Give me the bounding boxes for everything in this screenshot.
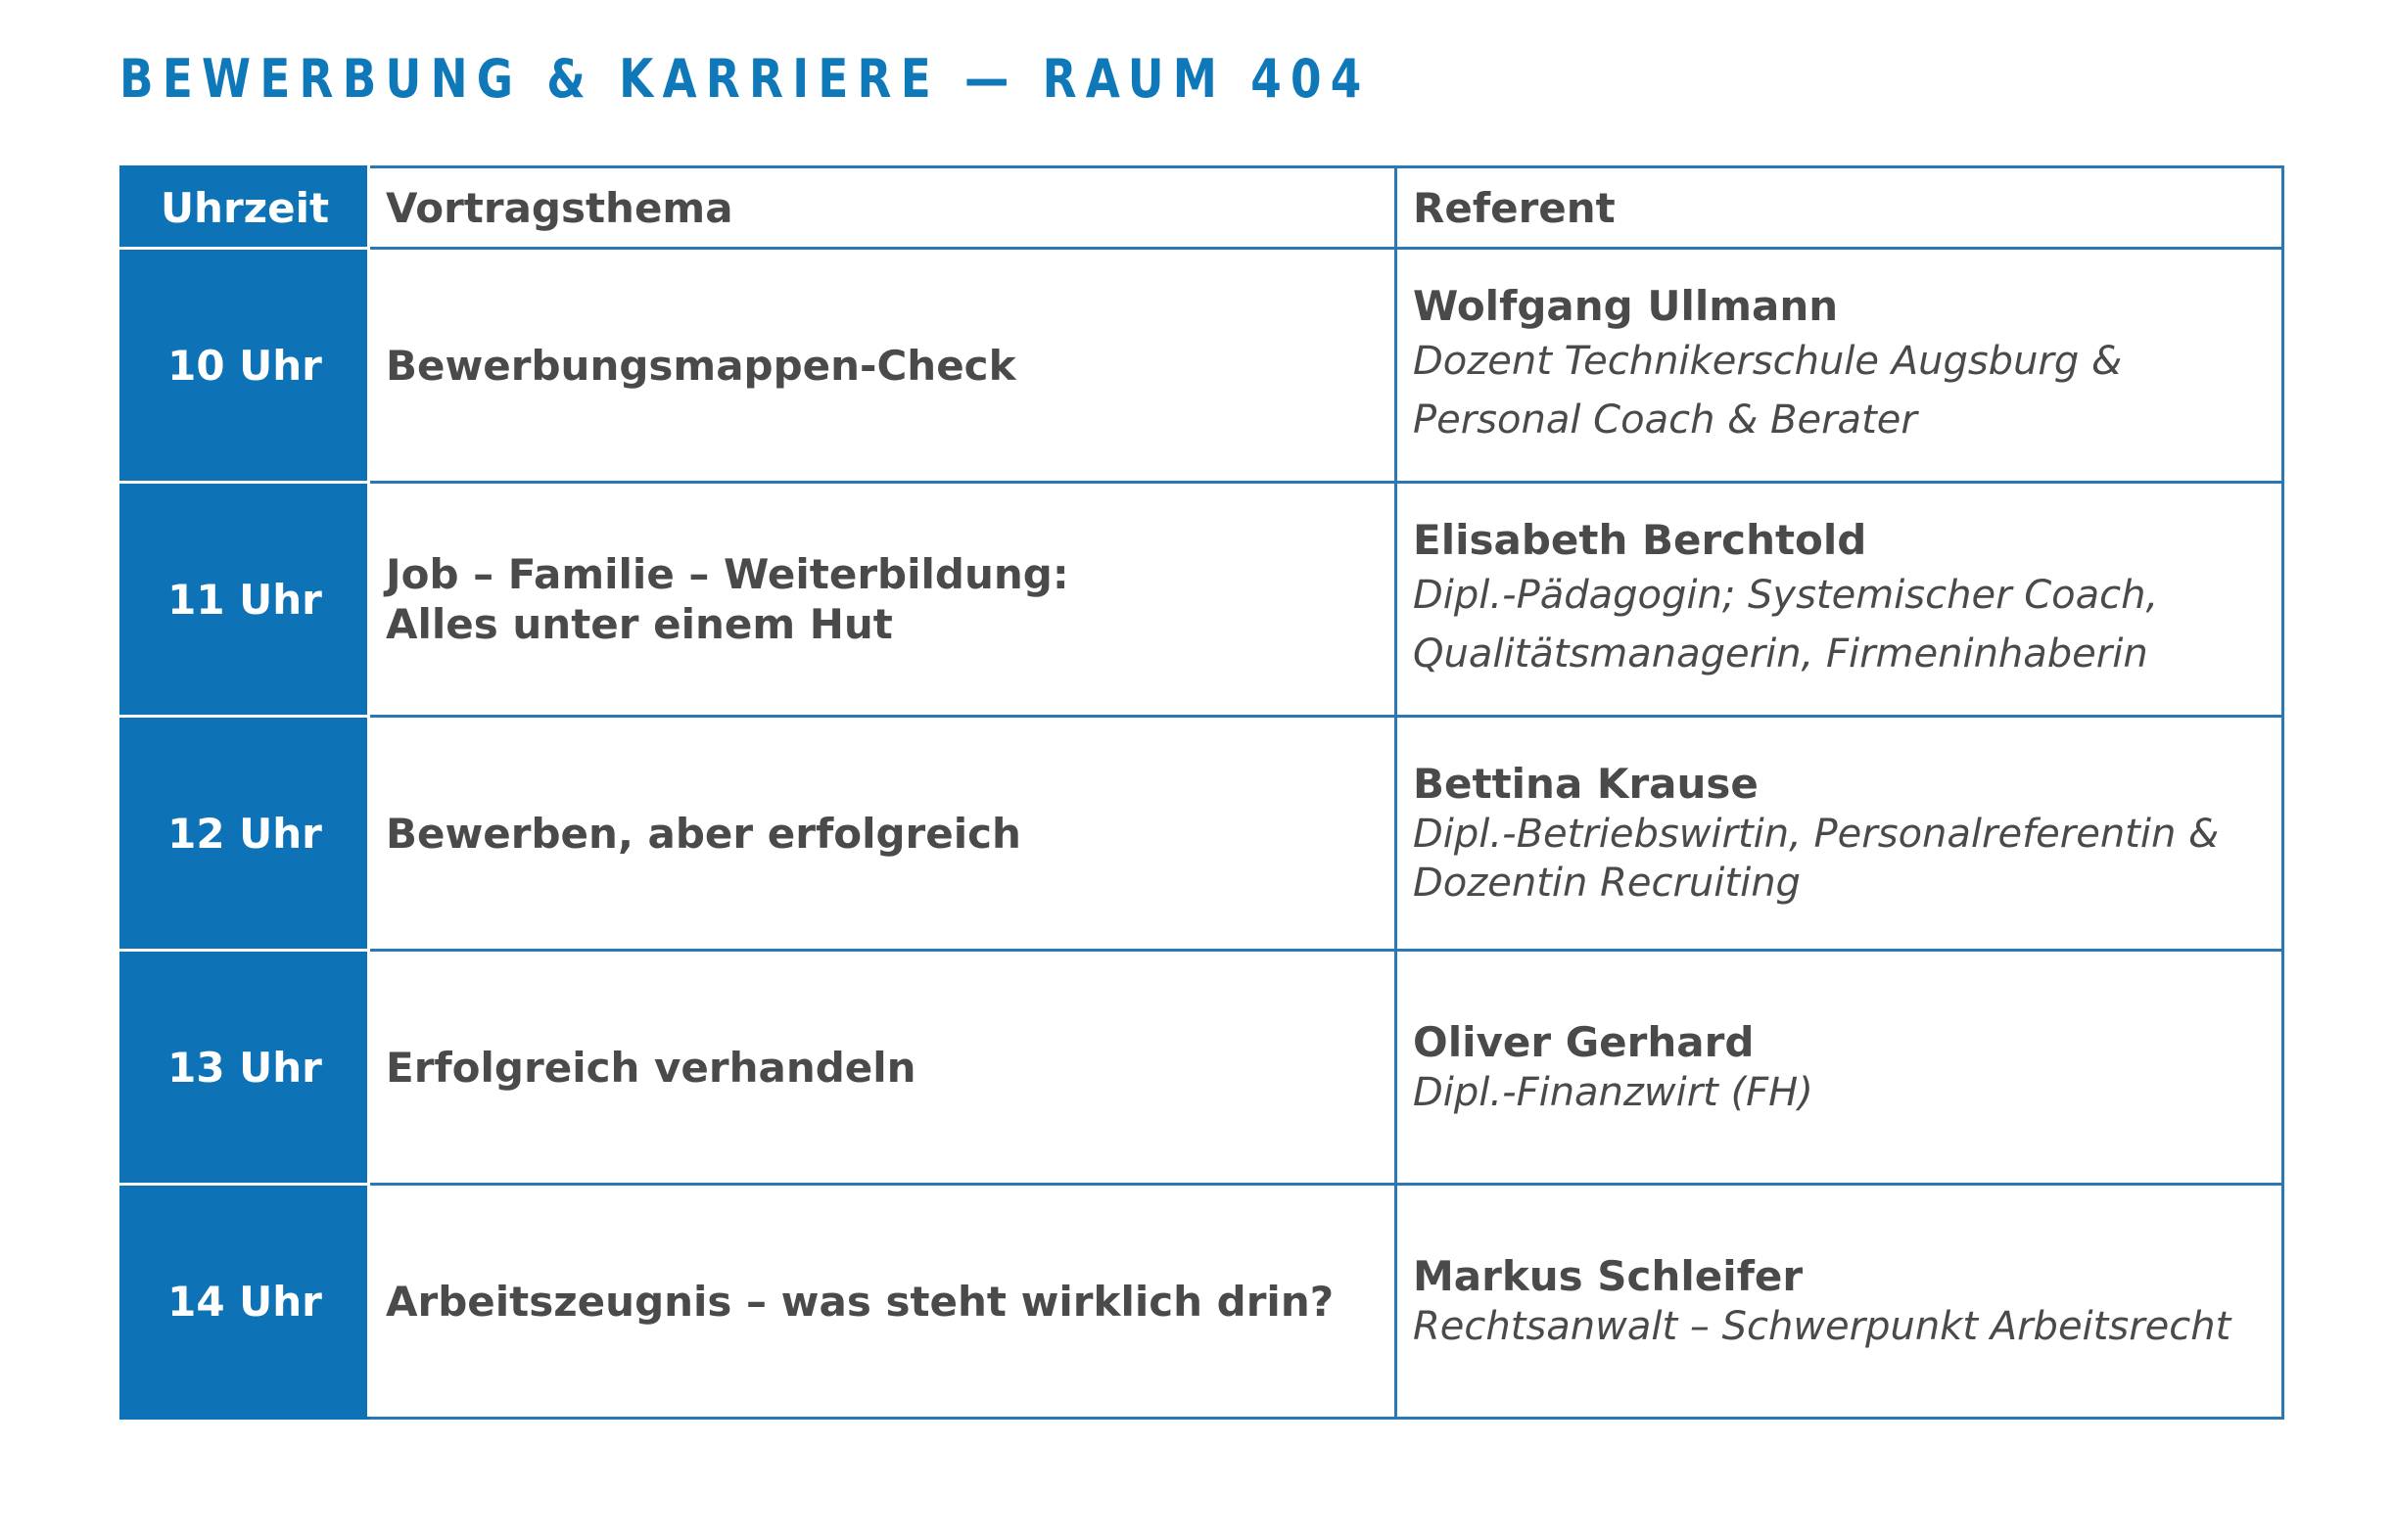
speaker-role-line1: Rechtsanwalt – Schwerpunkt Arbeitsrecht <box>1413 1304 2231 1349</box>
speaker-cell <box>1396 951 2283 1185</box>
topic-cell <box>369 951 1396 1185</box>
header-time: Uhrzeit <box>121 167 369 249</box>
page-title: BEWERBUNG & KARRIERE — RAUM 404 <box>119 48 1371 110</box>
header-speaker: Referent <box>1396 167 2283 249</box>
time-cell: 11 Uhr <box>121 483 369 717</box>
speaker-role-line2: Personal Coach & Berater <box>1413 397 1917 443</box>
time-cell: 13 Uhr <box>121 951 369 1185</box>
speaker-role-line2: Qualitätsmanagerin, Firmeninhaberin <box>1413 631 2148 677</box>
table-row <box>121 951 2283 1185</box>
time-cell: 10 Uhr <box>121 249 369 483</box>
speaker-cell <box>1396 717 2283 951</box>
speaker-cell <box>1396 249 2283 483</box>
header-topic: Vortragsthema <box>369 167 1396 249</box>
topic-cell <box>369 717 1396 951</box>
topic-text: Bewerben, aber erfolgreich <box>386 809 1021 858</box>
table-row <box>121 249 2283 483</box>
topic-text-line2: Alles unter einem Hut <box>386 600 893 648</box>
speaker-name: Oliver Gerhard <box>1413 1018 1755 1066</box>
speaker-role-line2: Dozentin Recruiting <box>1413 861 1801 906</box>
time-cell: 14 Uhr <box>121 1185 369 1419</box>
table-row <box>121 483 2283 717</box>
speaker-name: Wolfgang Ullmann <box>1413 282 1839 330</box>
speaker-cell <box>1396 1185 2283 1419</box>
speaker-cell <box>1396 483 2283 717</box>
speaker-name: Bettina Krause <box>1413 760 1759 808</box>
topic-text-line1: Job – Familie – Weiterbildung: <box>386 550 1069 598</box>
speaker-name: Elisabeth Berchtold <box>1413 516 1867 564</box>
topic-text: Arbeitszeugnis – was steht wirklich drin? <box>386 1277 1335 1326</box>
speaker-role-line1: Dipl.-Pädagogin; Systemischer Coach, <box>1413 573 2159 618</box>
time-cell: 12 Uhr <box>121 717 369 951</box>
speaker-role-line1: Dipl.-Betriebswirtin, Personalreferentin & <box>1413 812 2220 857</box>
speaker-name: Markus Schleifer <box>1413 1252 1804 1300</box>
table-header-row <box>121 167 2283 249</box>
speaker-role-line1: Dipl.-Finanzwirt (FH) <box>1413 1070 1813 1115</box>
topic-text: Bewerbungsmappen-Check <box>386 341 1016 390</box>
topic-cell <box>369 249 1396 483</box>
table-row <box>121 717 2283 951</box>
table-row <box>121 1185 2283 1419</box>
topic-text: Erfolgreich verhandeln <box>386 1043 916 1092</box>
speaker-role-line1: Dozent Technikerschule Augsburg & <box>1413 339 2123 384</box>
topic-cell <box>369 483 1396 717</box>
topic-cell <box>369 1185 1396 1419</box>
schedule-table <box>119 165 2284 1420</box>
